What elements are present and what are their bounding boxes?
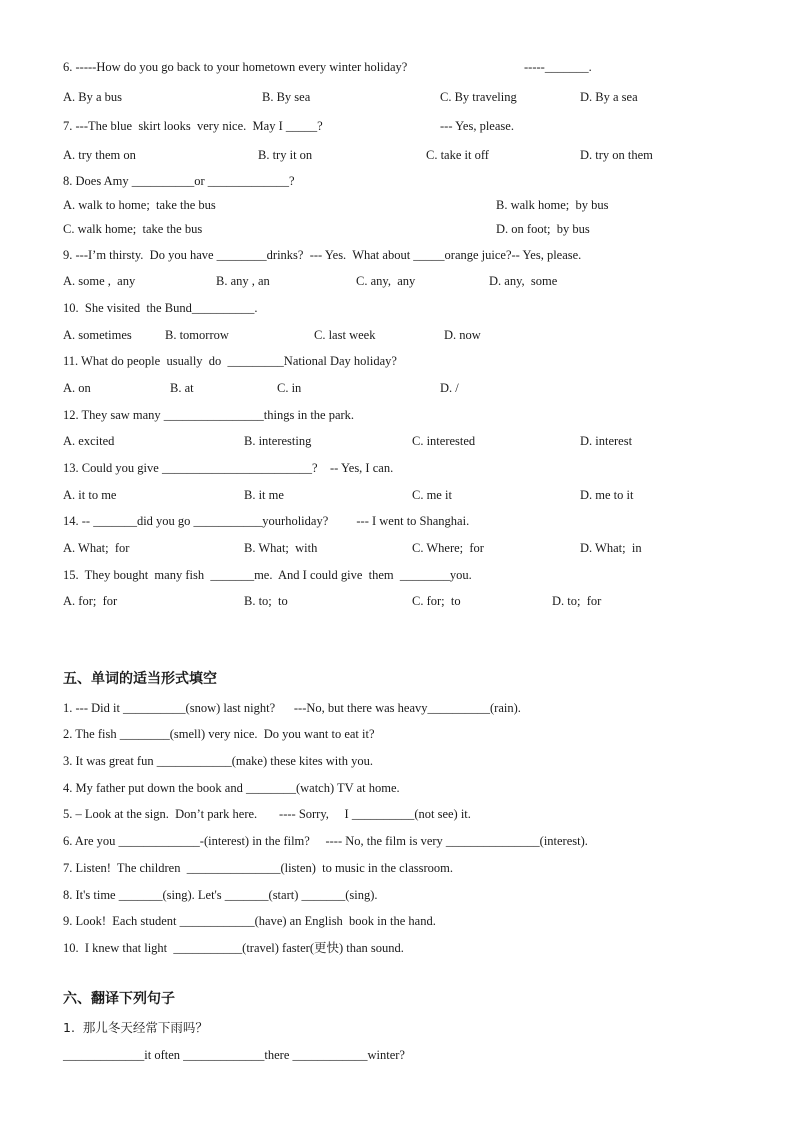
translate-prompt-1: 1. 那儿冬天经常下雨吗？ [63,1020,208,1035]
option-a: A. try them on [63,148,136,162]
option-d: D. What; in [580,541,642,555]
option-c: C. for; to [412,594,461,608]
option-d: D. By a sea [580,90,638,104]
question-text: 7. ---The blue skirt looks very nice. May I _____? [63,119,323,133]
option-d: D. interest [580,434,633,448]
translate-answer-1: _____________it often _____________there ____________winter? [63,1048,405,1062]
fill-item-3: 3. It was great fun ____________(make) these kites with you. [63,754,374,768]
section-6-title: 六、翻译下列句子 [63,991,175,1007]
option-c: C. walk home; take the bus [63,222,203,236]
option-b: B. interesting [244,434,312,448]
question-text: 8. Does Amy __________or _____________? [63,174,295,188]
option-d: D. try on them [580,148,653,162]
question-text: 12. They saw many ________________things in the park. [63,408,355,422]
question-text: 10. She visited the Bund__________. [63,301,258,315]
fill-item-8: 8. It's time _______(sing). Let's _______(start) _______(sing). [63,888,378,902]
option-c: C. last week [314,328,376,342]
question-reply: --- Yes, please. [440,119,514,133]
fill-item-2: 2. The fish ________(smell) very nice. Do you want to eat it? [63,727,375,741]
option-a: A. some , any [63,274,136,288]
fill-item-5: 5. – Look at the sign. Don’t park here. ---- Sorry, I __________(not see) it. [63,807,471,821]
option-a: A. sometimes [63,328,132,342]
question-reply: -----_______. [524,60,592,74]
fill-item-7: 7. Listen! The children _______________(listen) to music in the classroom. [63,861,453,875]
option-a: A. it to me [63,488,117,502]
option-c: C. By traveling [440,90,517,104]
option-b: B. walk home; by bus [496,198,609,212]
option-c: C. any, any [356,274,416,288]
option-d: D. on foot; by bus [496,222,590,236]
option-a: A. for; for [63,594,118,608]
fill-item-9: 9. Look! Each student ____________(have) an English book in the hand. [63,914,436,928]
question-text: 6. -----How do you go back to your hometown every winter holiday? [63,60,408,74]
option-a: A. excited [63,434,115,448]
option-c: C. in [277,381,302,395]
option-b: B. it me [244,488,284,502]
fill-item-1: 1. --- Did it __________(snow) last night? ---No, but there was heavy__________(rain). [63,701,521,715]
option-b: B. any , an [216,274,270,288]
fill-item-10: 10. I knew that light ___________(travel) faster(更快) than sound. [63,941,404,955]
option-d: D. me to it [580,488,634,502]
option-a: A. walk to home; take the bus [63,198,216,212]
fill-item-6: 6. Are you _____________-(interest) in the film? ---- No, the film is very _______________(interest). [63,834,588,848]
question-text: 14. -- _______did you go ___________yourholiday? --- I went to Shanghai. [63,514,470,528]
option-a: A. By a bus [63,90,123,104]
fill-item-4: 4. My father put down the book and ________(watch) TV at home. [63,781,400,795]
option-c: C. interested [412,434,476,448]
option-a: A. on [63,381,91,395]
option-d: D. now [444,328,481,342]
option-d: D. / [440,381,459,395]
section-5-title: 五、单词的适当形式填空 [63,671,217,687]
question-text: 9. ---I’m thirsty. Do you have ________drinks? --- Yes. What about _____orange juice?-- Yes, please. [63,248,582,262]
option-b: B. try it on [258,148,313,162]
option-c: C. take it off [426,148,489,162]
question-text: 13. Could you give ________________________? -- Yes, I can. [63,461,394,475]
option-d: D. any, some [489,274,558,288]
option-b: B. to; to [244,594,288,608]
question-text: 15. They bought many fish _______me. And I could give them ________you. [63,568,472,582]
question-text: 11. What do people usually do _________National Day holiday? [63,354,397,368]
option-b: B. What; with [244,541,318,555]
option-b: B. By sea [262,90,311,104]
option-d: D. to; for [552,594,602,608]
option-a: A. What; for [63,541,130,555]
option-b: B. tomorrow [165,328,229,342]
option-c: C. me it [412,488,452,502]
option-c: C. Where; for [412,541,484,555]
option-b: B. at [170,381,194,395]
